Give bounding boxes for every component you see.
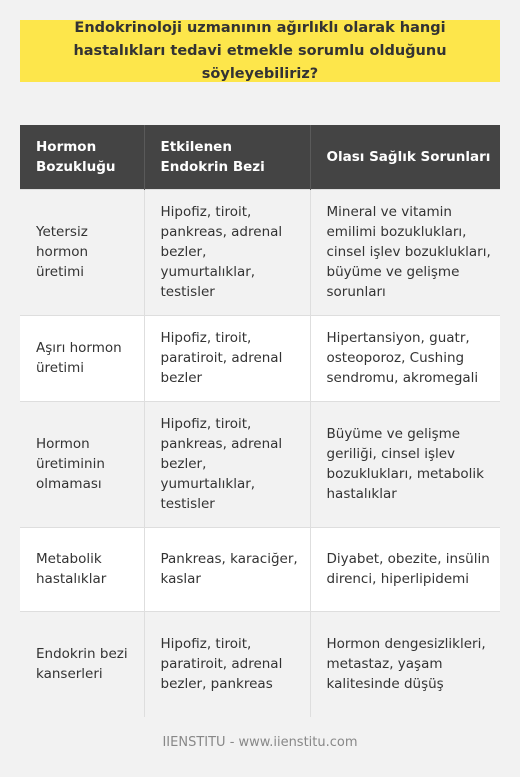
cell-gland: Pankreas, karaciğer, kaslar — [144, 527, 310, 611]
header-etkilenen-endokrin-bezi: Etkilenen Endokrin Bezi — [144, 125, 310, 189]
cell-disorder: Hormon üretiminin olmaması — [20, 401, 144, 527]
table-header-row — [20, 125, 500, 189]
cell-problems: Diyabet, obezite, insülin direnci, hiperlipidemi — [310, 527, 500, 611]
header-olasi-saglik-sorunlari: Olası Sağlık Sorunları — [310, 125, 500, 189]
cell-gland: Hipofiz, tiroit, paratiroit, adrenal bezler — [144, 315, 310, 401]
hormone-table — [20, 125, 500, 717]
cell-disorder: Aşırı hormon üretimi — [20, 315, 144, 401]
cell-gland: Hipofiz, tiroit, paratiroit, adrenal bezler, pankreas — [144, 611, 310, 717]
cell-problems: Büyüme ve gelişme geriliği, cinsel işlev bozuklukları, metabolik hastalıklar — [310, 401, 500, 527]
table-row — [20, 401, 500, 527]
page-title: Endokrinoloji uzmanının ağırlıklı olarak hangi hastalıkları tedavi etmekle sorumlu olduğunu söyleyebiliriz? — [73, 19, 447, 82]
cell-problems: Mineral ve vitamin emilimi bozuklukları, cinsel işlev bozuklukları, büyüme ve gelişme sorunları — [310, 189, 500, 315]
table-row — [20, 189, 500, 315]
table-row — [20, 315, 500, 401]
cell-disorder: Metabolik hastalıklar — [20, 527, 144, 611]
table-row — [20, 611, 500, 717]
cell-disorder: Yetersiz hormon üretimi — [20, 189, 144, 315]
cell-gland: Hipofiz, tiroit, pankreas, adrenal bezler, yumurtalıklar, testisler — [144, 401, 310, 527]
footer-credit: IIENSTITU - www.iienstitu.com — [162, 735, 358, 750]
cell-disorder: Endokrin bezi kanserleri — [20, 611, 144, 717]
table-row — [20, 527, 500, 611]
header-hormon-bozuklugu: Hormon Bozukluğu — [20, 125, 144, 189]
cell-gland: Hipofiz, tiroit, pankreas, adrenal bezler, yumurtalıklar, testisler — [144, 189, 310, 315]
cell-problems: Hipertansiyon, guatr, osteoporoz, Cushing sendromu, akromegali — [310, 315, 500, 401]
title-banner — [20, 20, 500, 82]
cell-problems: Hormon dengesizlikleri, metastaz, yaşam kalitesinde düşüş — [310, 611, 500, 717]
